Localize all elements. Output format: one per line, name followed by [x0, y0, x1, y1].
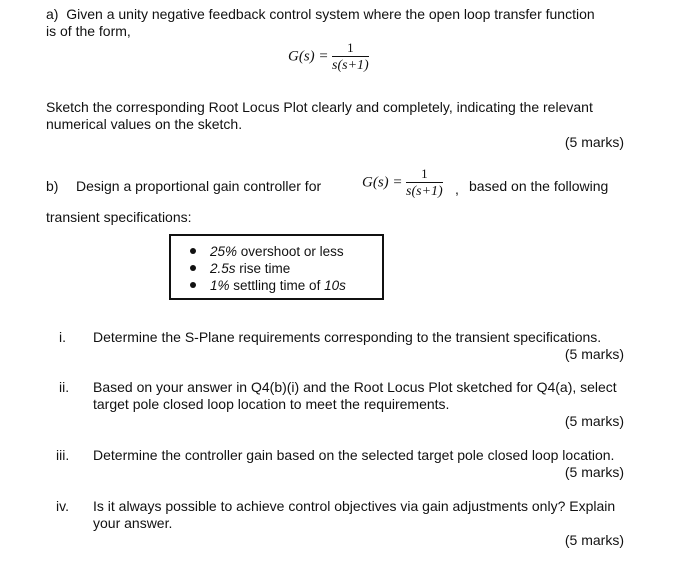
subquestion-marks: (5 marks)	[564, 532, 624, 548]
subquestion-numeral: i.	[59, 329, 66, 345]
part-a-label: a)	[46, 6, 59, 22]
part-b-comma: ,	[455, 181, 459, 197]
subquestion-numeral: iv.	[56, 498, 69, 514]
equation-numerator: 1	[406, 167, 443, 183]
subquestion-numeral: iii.	[56, 447, 70, 463]
bullet-icon	[190, 265, 196, 271]
part-b-line-2: transient specifications:	[46, 209, 192, 225]
bullet-icon	[190, 248, 196, 254]
equation-lhs: G(s) =	[362, 174, 403, 191]
transient-specifications-box	[169, 234, 384, 300]
spec-tail: 10s	[324, 278, 346, 293]
equation-fraction	[406, 167, 443, 199]
spec-value: 1%	[210, 278, 230, 293]
equation-denominator: s(s+1)	[406, 184, 443, 199]
equation-denominator: s(s+1)	[332, 58, 369, 73]
subquestion-text: your answer.	[93, 515, 173, 531]
spec-text: overshoot or less	[240, 244, 344, 259]
spec-item-rise-time	[190, 261, 290, 276]
bullet-icon	[190, 282, 196, 288]
part-a-marks: (5 marks)	[564, 134, 624, 150]
part-a-line-2: is of the form,	[46, 23, 131, 39]
spec-item-overshoot	[190, 244, 344, 259]
equation-lhs: G(s) =	[288, 48, 329, 65]
part-b-text-before: Design a proportional gain controller for	[76, 178, 322, 194]
subquestion-marks: (5 marks)	[564, 464, 624, 480]
spec-value: 25%	[210, 244, 238, 259]
part-b-text-after: based on the following	[469, 178, 609, 194]
part-a-sketch-line-2: numerical values on the sketch.	[46, 116, 243, 132]
part-b-transfer-function	[362, 167, 443, 199]
spec-text: rise time	[239, 261, 291, 276]
equation-numerator: 1	[332, 41, 369, 57]
subquestion-text: Determine the controller gain based on the selected target pole closed loop location.	[93, 447, 615, 463]
spec-text: settling time of	[233, 278, 321, 293]
part-b-label: b)	[46, 178, 59, 194]
part-a-transfer-function	[288, 41, 369, 73]
subquestion-marks: (5 marks)	[564, 346, 624, 362]
subquestion-marks: (5 marks)	[564, 413, 624, 429]
spec-value: 2.5s	[210, 261, 236, 276]
spec-item-settling-time	[190, 278, 346, 293]
equation-fraction	[332, 41, 369, 73]
subquestion-text: target pole closed loop location to meet the requirements.	[93, 396, 450, 412]
part-a-intro-text: Given a unity negative feedback control system where the open loop transfer function	[66, 6, 595, 22]
subquestion-numeral: ii.	[59, 379, 70, 395]
part-a-sketch-line-1: Sketch the corresponding Root Locus Plot clearly and completely, indicating the relevant	[46, 99, 593, 115]
subquestion-text: Is it always possible to achieve control objectives via gain adjustments only? Explain	[93, 498, 616, 514]
subquestion-text: Determine the S-Plane requirements corresponding to the transient specifications.	[93, 329, 602, 345]
part-a-line-1	[46, 6, 595, 22]
subquestion-text: Based on your answer in Q4(b)(i) and the Root Locus Plot sketched for Q4(a), select	[93, 379, 617, 395]
